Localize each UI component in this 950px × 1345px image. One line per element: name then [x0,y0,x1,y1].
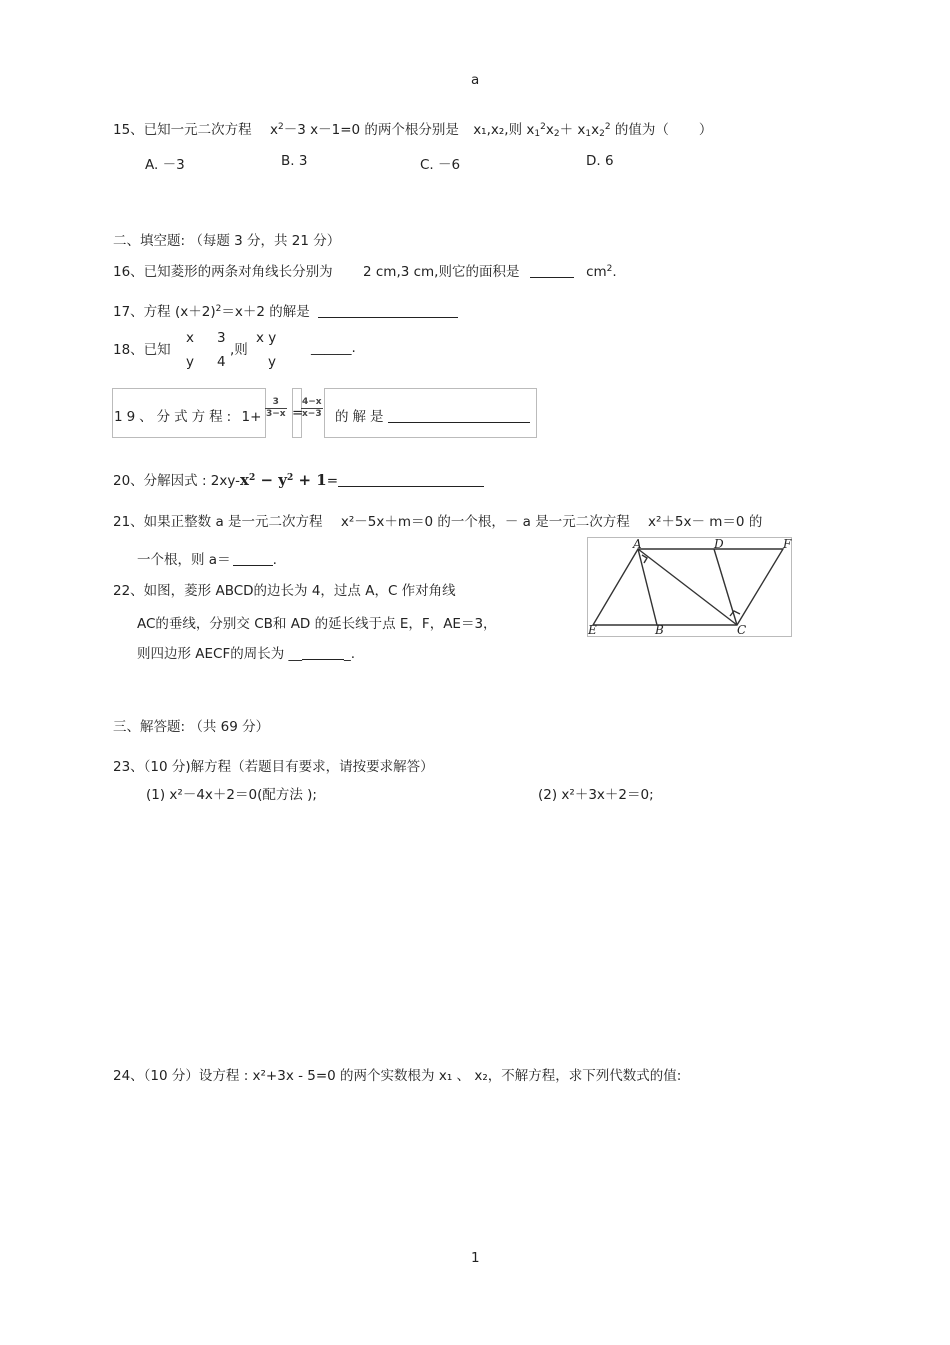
q16-text: 16、已知菱形的两条对角线长分别为 [113,264,333,280]
question-22-line3: 则四边形 AECF的周长为 __ _. [137,646,356,662]
q15-prefix: 15、已知一元二次方程 [113,122,252,138]
q17-tail: ＝x＋2 的解是 [221,304,310,320]
q23-title: 23、（10 分)解方程（若题目有要求，请按要求解答） [113,759,434,775]
q22-line1: 22、如图，菱形 ABCD的边长为 4，过点 A，C 作对角线 [113,583,456,599]
q22-line2: AC的垂线，分别交 CB和 AD 的延长线于点 E，F，AE＝3， [137,616,497,632]
q18-answer-blank: ______. [311,340,356,356]
section-2-title: 二、填空题: （每题 3 分，共 21 分） [113,233,341,249]
q22-label-a: A [633,537,642,551]
q18-four: 4 [217,354,226,370]
q19-equals: = [292,405,304,421]
q24-text: 24、（10 分）设方程 : x²+3x - 5=0 的两个实数根为 x₁ 、 x₂，不解方程，求下列代数式的值: [113,1068,682,1084]
q22-label-e: E [588,623,597,637]
q17-text: 17、方程 (x＋2) [113,304,216,320]
q20-tail: = [326,473,338,489]
q22-label-f: F [783,537,792,551]
header-mark: a [471,72,480,88]
q19-suffix-row [335,405,530,425]
q18-denominator: y [268,354,276,370]
question-21-line2: 一个根，则 a＝ . [137,552,277,568]
q21-line2: 一个根，则 a＝ [137,552,231,568]
question-17: 17、方程 $(x+2)^2=x+2$ 的解是 [113,300,458,320]
q15-option-c: C. －6 [420,157,461,173]
q18-numerator: x y [256,330,277,346]
q15-equation: =0 的两个根分别是 [340,122,459,138]
q22-label-b: B [655,623,664,637]
q15-option-a: A. －3 [145,157,185,173]
q18-x: x [186,330,194,346]
page-number: 1 [471,1250,480,1266]
q18-three: 3 [217,330,226,346]
q19-prefix: 19、分式方程: [114,409,236,425]
q21-line1: 21、如果正整数 a 是一元二次方程 [113,514,323,530]
q22-rhombus-figure [587,537,792,637]
q20-answer-blank [338,473,484,487]
q18-y: y [186,354,194,370]
q22-label-d: D [714,537,724,551]
q15-equation-lhs: $x^2-3$ x－1 [269,122,341,138]
q22-label-c: C [737,623,747,637]
q18-prefix: 18、已知 [113,342,171,358]
question-21-line1 [113,510,762,530]
q15-close: ） [698,122,713,138]
q21-eq1: x²－5x＋m＝0 的一个根，－ a 是一元二次方程 [340,514,630,530]
q21-eq2: x²＋5x－ m＝0 的 [648,514,763,530]
q23-part2: (2) x²＋3x＋2＝0; [538,787,654,803]
q21-answer-blank [233,552,273,566]
q18-then: ,则 [230,342,248,358]
question-16: 16、已知菱形的两条对角线长分别为 2 cm,3 cm,则它的面积是 $cm^2$. [113,264,617,280]
q20-math: $x^2 - y^2 + 1$ [240,471,327,489]
q19-fraction-2: $\frac{4-x}{x-3}$ [302,397,322,419]
q16-values: 2 cm,3 cm,则它的面积是 [362,264,520,280]
question-20 [113,469,484,489]
q19-fraction-1: $\frac{3}{3-x}$ [266,397,286,419]
q15-expr-tail: 的值为（ [614,122,669,138]
q15-expression: $x_1^2x_2+ x_1x_2^2$ [526,122,611,139]
q15-roots: x₁,x₂,则 [473,122,523,138]
q19-answer-blank [388,409,530,423]
q20-prefix: 20、分解因式 : 2xy- [113,473,241,489]
q17-answer-blank [318,304,458,318]
q16-unit: cm [586,264,607,280]
q15-option-b: B. 3 [281,153,308,169]
q22-line3: 则四边形 AECF的周长为 __ [137,646,303,662]
q15-option-d: D. 6 [586,153,614,169]
q16-answer-blank [530,264,574,278]
q19-suffix: 的解是 [335,409,388,425]
question-19 [114,405,261,425]
section-3-title: 三、解答题: （共 69 分） [113,719,270,735]
q19-one: 1+ [241,409,262,425]
q22-answer-blank [302,646,344,660]
question-15 [113,118,712,138]
q23-part1: (1) x²－4x＋2＝0(配方法 ); [146,787,317,803]
